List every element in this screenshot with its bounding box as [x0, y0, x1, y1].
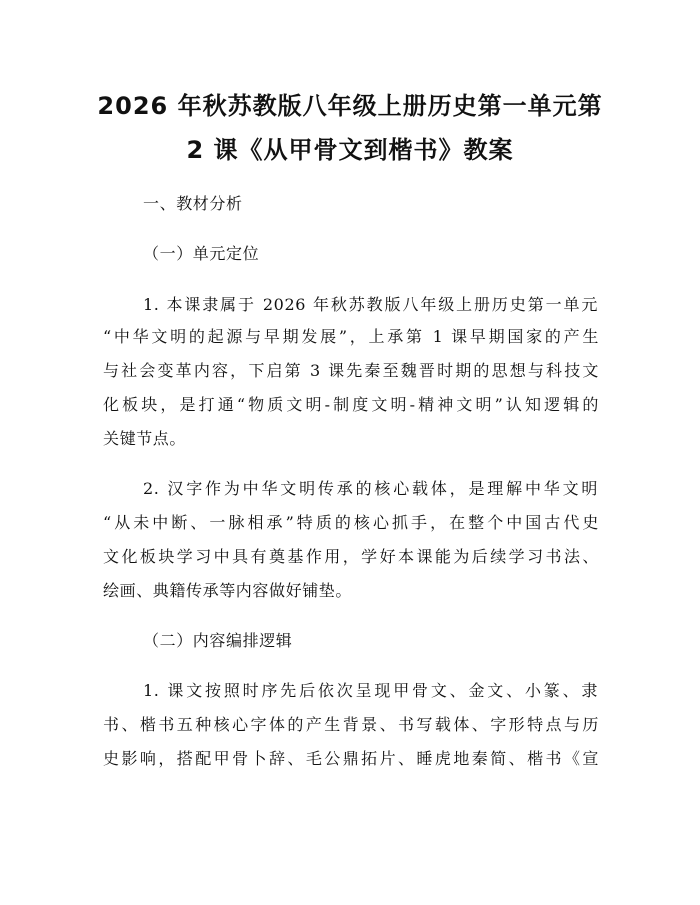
paragraph-line: 化板块，是打通“物质文明-制度文明-精神文明”认知逻辑的 [103, 395, 599, 414]
paragraph-line: 关键节点。 [103, 429, 187, 448]
paragraph-line: 文化板块学习中具有奠基作用，学好本课能为后续学习书法、 [103, 547, 599, 566]
subsection-heading: （一）单元定位 [143, 244, 260, 263]
paragraph-line: “从未中断、一脉相承”特质的核心抓手，在整个中国古代史 [103, 513, 599, 532]
paragraph-line: 1. 本课隶属于 2026 年秋苏教版八年级上册历史第一单元 [143, 295, 598, 314]
document-title-line-1: 2026 年秋苏教版八年级上册历史第一单元第 [97, 92, 603, 120]
paragraph-line: “中华文明的起源与早期发展”，上承第 1 课早期国家的产生 [103, 327, 599, 346]
subsection-heading: （二）内容编排逻辑 [143, 631, 293, 650]
paragraph-line: 2. 汉字作为中华文明传承的核心载体，是理解中华文明 [143, 479, 598, 498]
paragraph-line: 与社会变革内容，下启第 3 课先秦至魏晋时期的思想与科技文 [103, 361, 599, 380]
section-heading: 一、教材分析 [143, 194, 243, 213]
paragraph-line: 书、楷书五种核心字体的产生背景、书写载体、字形特点与历 [103, 715, 599, 734]
paragraph-line: 绘画、典籍传承等内容做好铺垫。 [103, 581, 353, 600]
document-title-line-2: 2 课《从甲骨文到楷书》教案 [186, 136, 514, 164]
paragraph-line: 1. 课文按照时序先后依次呈现甲骨文、金文、小篆、隶 [143, 681, 598, 700]
paragraph-line: 史影响，搭配甲骨卜辞、毛公鼎拓片、睡虎地秦简、楷书《宣 [103, 749, 599, 768]
